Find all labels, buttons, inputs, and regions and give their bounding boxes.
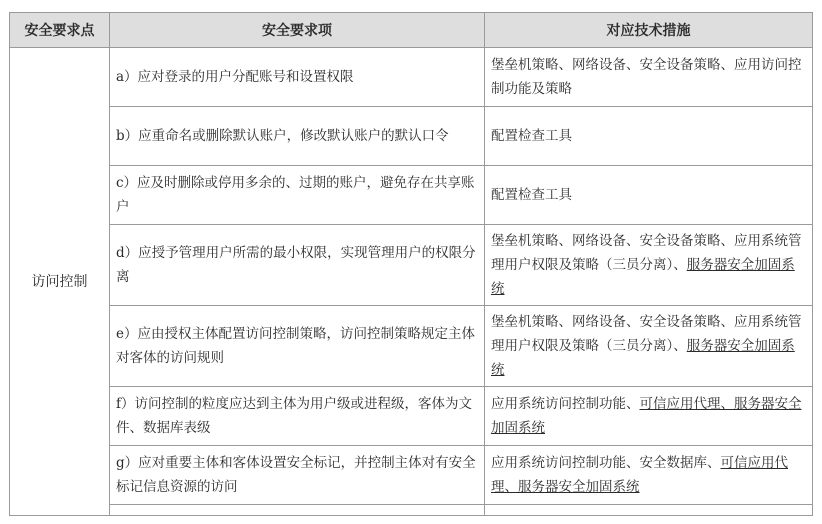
measure-cell xyxy=(485,225,813,306)
security-requirements-table xyxy=(9,12,813,516)
measure-underlined: 可信应用代理、服务器安全加固系统 xyxy=(491,455,788,495)
measure-cell xyxy=(485,387,813,446)
measure-underlined: 可信应用代理、服务器安全加固系统 xyxy=(491,396,802,436)
requirement-cell: c）应及时删除或停用多余的、过期的账户，避免存在共享账户 xyxy=(110,166,485,225)
table-row xyxy=(10,166,813,225)
measure-text: 配置检查工具 xyxy=(491,187,572,203)
measure-text: 应用系统访问控制功能、 xyxy=(491,396,640,412)
table-row xyxy=(10,48,813,107)
table-row-cut xyxy=(10,505,813,516)
requirement-cell: a）应对登录的用户分配账号和设置权限 xyxy=(110,48,485,107)
category-cell: 访问控制 xyxy=(10,48,110,516)
measure-text: 应用系统访问控制功能、安全数据库、 xyxy=(491,455,721,471)
table-row xyxy=(10,107,813,166)
measure-cell xyxy=(485,446,813,505)
table-row xyxy=(10,306,813,387)
requirement-cell: e）应由授权主体配置访问控制策略，访问控制策略规定主体对客体的访问规则 xyxy=(110,306,485,387)
header-item: 安全要求项 xyxy=(110,13,485,48)
header-point: 安全要求点 xyxy=(10,13,110,48)
measure-cell-cut xyxy=(485,505,813,516)
requirement-cell: f）访问控制的粒度应达到主体为用户级或进程级，客体为文件、数据库表级 xyxy=(110,387,485,446)
measure-text: 堡垒机策略、网络设备、安全设备策略、应用系统管理用户权限及策略（三员分离）、 xyxy=(491,233,802,273)
measure-text: 配置检查工具 xyxy=(491,128,572,144)
header-measure: 对应技术措施 xyxy=(485,13,813,48)
measure-text: 堡垒机策略、网络设备、安全设备策略、应用访问控制功能及策略 xyxy=(491,57,802,97)
requirement-cell: g）应对重要主体和客体设置安全标记，并控制主体对有安全标记信息资源的访问 xyxy=(110,446,485,505)
table-row xyxy=(10,387,813,446)
measure-cell xyxy=(485,107,813,166)
measure-cell xyxy=(485,48,813,107)
measure-underlined: 服务器安全加固系统 xyxy=(491,257,795,297)
requirement-cell: d）应授予管理用户所需的最小权限，实现管理用户的权限分离 xyxy=(110,225,485,306)
requirement-cell-cut xyxy=(110,505,485,516)
table-row xyxy=(10,446,813,505)
measure-text: 堡垒机策略、网络设备、安全设备策略、应用系统管理用户权限及策略（三员分离）、 xyxy=(491,314,802,354)
header-row xyxy=(10,13,813,48)
table-row xyxy=(10,225,813,306)
measure-cell xyxy=(485,166,813,225)
measure-underlined: 服务器安全加固系统 xyxy=(491,338,795,378)
measure-cell xyxy=(485,306,813,387)
requirement-cell: b）应重命名或删除默认账户，修改默认账户的默认口令 xyxy=(110,107,485,166)
